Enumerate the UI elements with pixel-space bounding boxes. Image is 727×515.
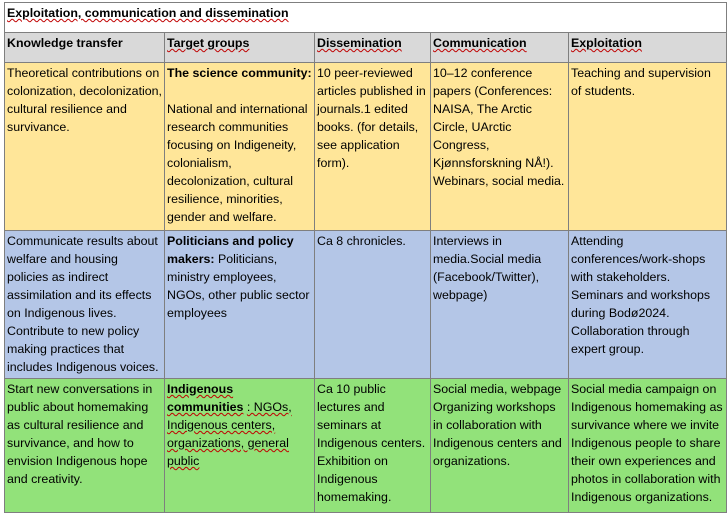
- target-group-body: National and international research communities focusing on Indigeneity, colonialism, decolonization, cultural resilience, minorities, gender and welfare.: [167, 102, 308, 224]
- header-exploitation: Exploitation: [569, 33, 727, 63]
- cell-dissemination: Ca 8 chronicles.: [315, 231, 431, 379]
- table-row-indigenous: [5, 379, 727, 513]
- cell-exploitation: Attending conferences/work-shops with stakeholders. Seminars and workshops during Bodø2024. Collaboration through expert group.: [569, 231, 727, 379]
- header-dissemination: Dissemination: [315, 33, 431, 63]
- dissemination-table: [4, 2, 727, 513]
- header-target-groups: Target groups: [165, 33, 315, 63]
- cell-dissemination: 10 peer-reviewed articles published in journals.1 edited books. (for details, see application form).: [315, 63, 431, 231]
- cell-knowledge-transfer: Start new conversations in public about homemaking as cultural resilience and survivance, and how to envision Indigenous hope and creativity.: [5, 379, 165, 513]
- cell-communication: Interviews in media.Social media (Facebook/Twitter), webpage): [431, 231, 569, 379]
- table-row-policy: [5, 231, 727, 379]
- target-group-body: Politicians, ministry employees, NGOs, other public sector employees: [167, 252, 310, 320]
- cell-knowledge-transfer: Communicate results about welfare and housing policies as indirect assimilation and its effects on Indigenous lives. Contribute to new policy making practices that includes Indigenous voices.: [5, 231, 165, 379]
- cell-knowledge-transfer: Theoretical contributions on colonization, decolonization, cultural resilience and survivance.: [5, 63, 165, 231]
- table-row-science: [5, 63, 727, 231]
- header-knowledge-transfer: Knowledge transfer: [5, 33, 165, 63]
- header-row: [5, 33, 727, 63]
- target-group-title: Indigenous communities: [167, 382, 244, 414]
- cell-target-group: [165, 63, 315, 231]
- cell-dissemination: Ca 10 public lectures and seminars at Indigenous centers. Exhibition on Indigenous homemaking.: [315, 379, 431, 513]
- header-communication: Communication: [431, 33, 569, 63]
- cell-communication: 10–12 conference papers (Conferences: NAISA, The Arctic Circle, UArctic Congress, Kjønnsforskning NÅ!). Webinars, social media.: [431, 63, 569, 231]
- target-group-body: : NGOs, Indigenous centers, organizations, general public: [167, 400, 292, 468]
- cell-target-group: [165, 379, 315, 513]
- table-title-cell: [5, 3, 727, 33]
- target-group-title: Politicians and policy makers:: [167, 234, 294, 266]
- target-group-title: The science community:: [167, 66, 312, 80]
- cell-exploitation: Teaching and supervision of students.: [569, 63, 727, 231]
- cell-exploitation: Social media campaign on Indigenous homemaking as survivance where we invite Indigenous people to share their own experiences and photos in collaboration with Indigenous organizations.: [569, 379, 727, 513]
- cell-communication: Social media, webpage Organizing workshops in collaboration with Indigenous centers and organizations.: [431, 379, 569, 513]
- table-title: Exploitation, communication and dissemination: [7, 6, 289, 20]
- cell-target-group: [165, 231, 315, 379]
